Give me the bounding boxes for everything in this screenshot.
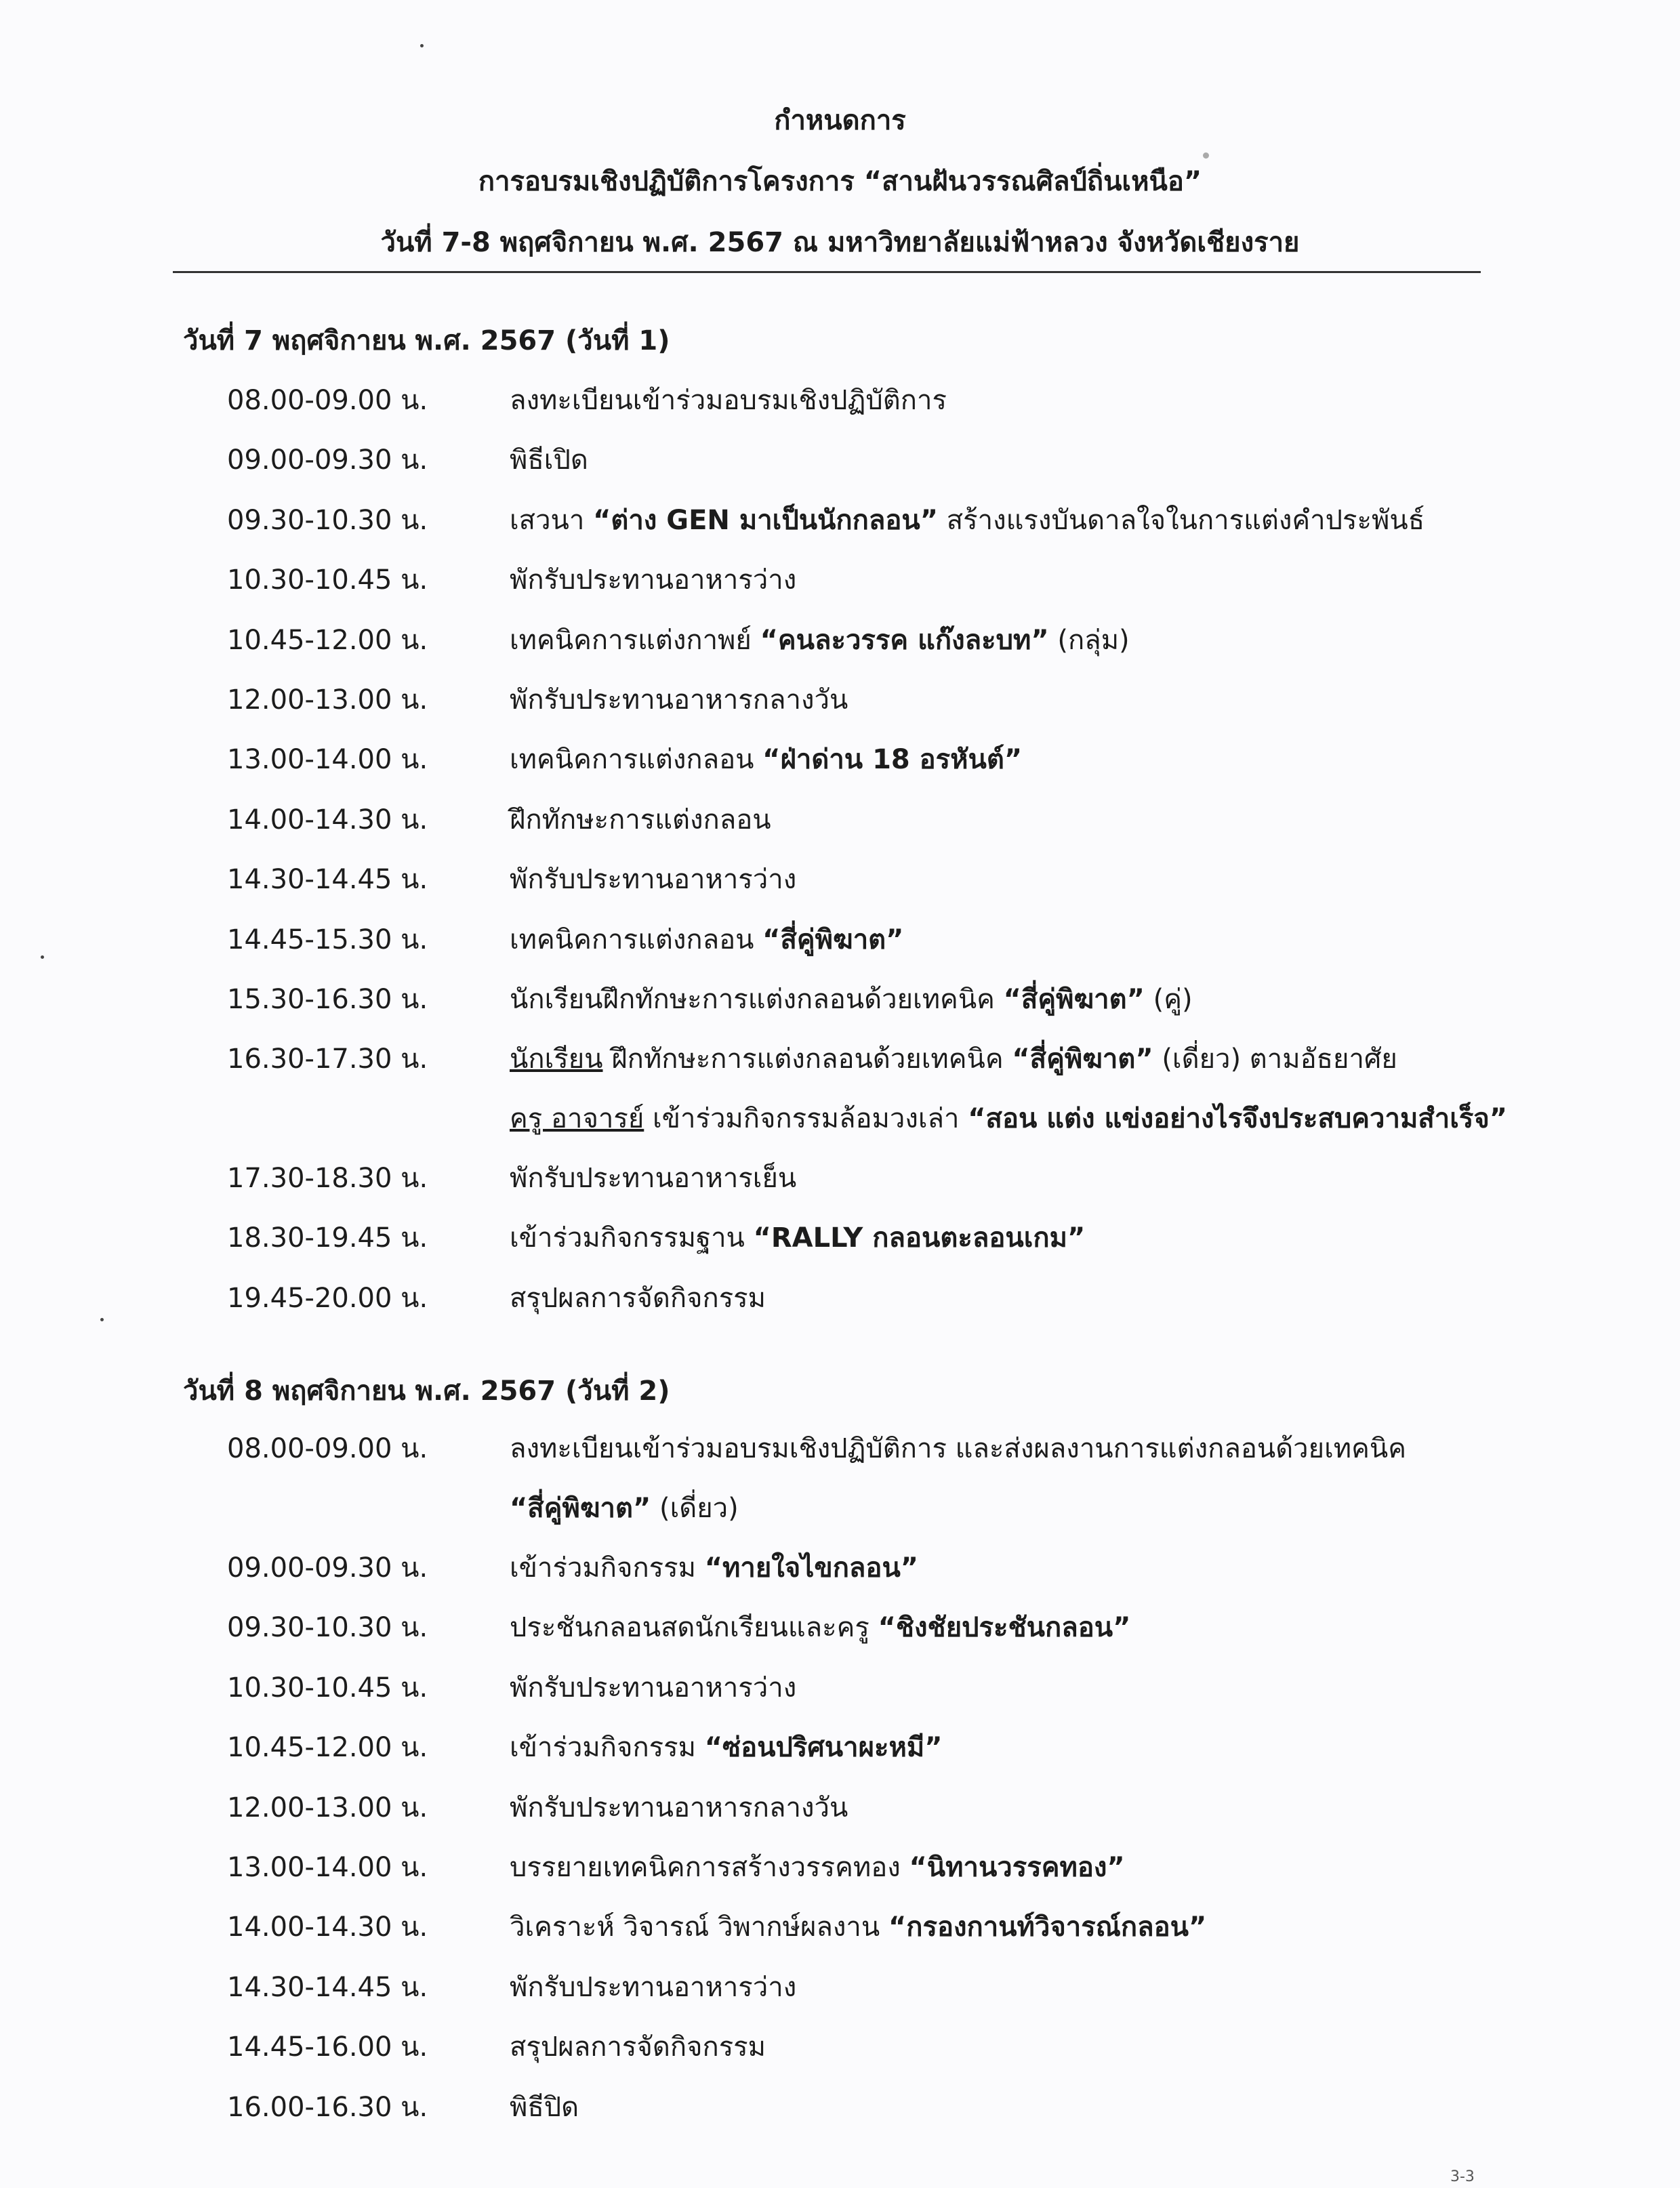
row-time: 12.00-13.00 น. bbox=[227, 684, 428, 716]
doc-date-venue: วันที่ 7-8 พฤศจิกายน พ.ศ. 2567 ณ มหาวิทยาลัยแม่ฟ้าหลวง จังหวัดเชียงราย bbox=[380, 227, 1300, 258]
activity-bold: “ฝ่าด่าน 18 อรหันต์” bbox=[762, 744, 1023, 776]
scan-speck bbox=[1203, 152, 1209, 159]
row-time: 08.00-09.00 น. bbox=[227, 385, 428, 416]
schedule-row bbox=[0, 1845, 1680, 1905]
schedule-row bbox=[0, 618, 1680, 678]
row-activity bbox=[510, 2025, 766, 2068]
row-time: 13.00-14.00 น. bbox=[227, 744, 428, 776]
activity-text: เสวนา bbox=[510, 504, 594, 536]
activity-text: วิเคราะห์ วิจารณ์ วิพากษ์ผลงาน bbox=[510, 1912, 888, 1943]
row-activity bbox=[510, 1216, 1085, 1259]
activity-text: พักรับประทานอาหารว่าง bbox=[510, 1971, 797, 2003]
activity-text: เทคนิคการแต่งกลอน bbox=[510, 924, 763, 955]
schedule-row bbox=[0, 917, 1680, 977]
row-activity bbox=[510, 678, 848, 721]
day2-title: วันที่ 8 พฤศจิกายน พ.ศ. 2567 (วันที่ 2) bbox=[183, 1376, 670, 1407]
header-divider bbox=[173, 271, 1481, 273]
schedule-row-continuation bbox=[0, 1096, 1680, 1156]
row-activity bbox=[510, 1666, 796, 1709]
row-time: 14.30-14.45 น. bbox=[227, 1971, 428, 2003]
activity-text: เข้าร่วมกิจกรรมล้อมวงเล่า bbox=[644, 1103, 968, 1134]
schedule-row bbox=[0, 857, 1680, 917]
activity-text: นักเรียนฝึกทักษะการแต่งกลอนด้วยเทคนิค bbox=[510, 984, 1004, 1015]
row-activity bbox=[510, 1845, 1125, 1888]
activity-text: ฝึกทักษะการแต่งกลอน bbox=[510, 804, 771, 835]
row-time: 16.30-17.30 น. bbox=[227, 1044, 428, 1075]
activity-bold: “สี่คู่พิฆาต” bbox=[510, 1493, 651, 1524]
activity-text: พักรับประทานอาหารว่าง bbox=[510, 1672, 797, 1704]
schedule-row bbox=[0, 498, 1680, 558]
row-activity bbox=[510, 977, 1193, 1020]
activity-text: บรรยายเทคนิคการสร้างวรรคทอง bbox=[510, 1852, 909, 1883]
underlined-label: นักเรียน bbox=[510, 1044, 603, 1075]
schedule-row bbox=[0, 1605, 1680, 1665]
activity-text: (เดี่ยว) bbox=[651, 1493, 739, 1524]
row-activity bbox=[510, 1546, 918, 1589]
row-time: 10.30-10.45 น. bbox=[227, 564, 428, 596]
schedule-row bbox=[0, 1725, 1680, 1785]
activity-text: ประชันกลอนสดนักเรียนและครู bbox=[510, 1612, 878, 1644]
scan-speck bbox=[41, 955, 44, 959]
schedule-row bbox=[0, 2025, 1680, 2084]
row-time: 12.00-13.00 น. bbox=[227, 1792, 428, 1823]
row-time: 10.45-12.00 น. bbox=[227, 1732, 428, 1764]
schedule-row bbox=[0, 1037, 1680, 1096]
row-activity bbox=[510, 1096, 1507, 1140]
schedule-row bbox=[0, 798, 1680, 857]
row-activity bbox=[510, 1786, 848, 1829]
activity-text: พักรับประทานอาหารว่าง bbox=[510, 564, 797, 596]
row-time: 13.00-14.00 น. bbox=[227, 1852, 428, 1883]
row-time: 14.00-14.30 น. bbox=[227, 1912, 428, 1943]
row-activity bbox=[510, 737, 1022, 781]
scan-speck bbox=[420, 44, 424, 47]
row-activity: ลงทะเบียนเข้าร่วมอบรมเชิงปฏิบัติการ และส่งผลงานการแต่งกลอนด้วยเทคนิค bbox=[510, 1433, 1406, 1464]
activity-text: สรุปผลการจัดกิจกรรม bbox=[510, 2031, 766, 2063]
row-activity bbox=[510, 2085, 579, 2128]
activity-text: พักรับประทานอาหารกลางวัน bbox=[510, 684, 848, 716]
activity-bold: “นิทานวรรคทอง” bbox=[909, 1852, 1125, 1883]
activity-text: พักรับประทานอาหารกลางวัน bbox=[510, 1792, 848, 1823]
doc-subtitle: การอบรมเชิงปฏิบัติการโครงการ “สานฝันวรรณศิลป์ถิ่นเหนือ” bbox=[478, 166, 1202, 197]
schedule-row bbox=[0, 1276, 1680, 1336]
row-activity bbox=[510, 1605, 1130, 1649]
row-activity bbox=[510, 1486, 739, 1529]
activity-bold: “สี่คู่พิฆาต” bbox=[1012, 1044, 1153, 1075]
activity-bold: “ทายใจไขกลอน” bbox=[704, 1552, 919, 1584]
activity-text: (กลุ่ม) bbox=[1048, 624, 1130, 656]
row-activity bbox=[510, 1965, 796, 2008]
activity-bold: “ซ่อนปริศนาผะหมี” bbox=[704, 1732, 943, 1764]
row-activity bbox=[510, 1905, 1206, 1948]
row-time: 17.30-18.30 น. bbox=[227, 1163, 428, 1194]
row-activity bbox=[510, 1037, 1397, 1080]
activity-text: เทคนิคการแต่งกลอน bbox=[510, 744, 763, 776]
activity-bold: “ต่าง GEN มาเป็นนักกลอน” bbox=[593, 504, 939, 536]
row-activity bbox=[510, 438, 588, 481]
activity-text: สร้างแรงบันดาลใจในการแต่งคำประพันธ์ bbox=[938, 504, 1425, 536]
activity-bold: “ชิงชัยประชันกลอน” bbox=[878, 1612, 1131, 1644]
schedule-row bbox=[0, 1786, 1680, 1845]
activity-text: (คู่) bbox=[1144, 984, 1193, 1015]
row-activity bbox=[510, 378, 947, 421]
activity-bold: “คนละวรรค แก๊งละบท” bbox=[760, 624, 1049, 656]
activity-text: เทคนิคการแต่งกาพย์ bbox=[510, 624, 760, 656]
activity-bold: “RALLY กลอนตะลอนเกม” bbox=[753, 1222, 1086, 1254]
row-activity bbox=[510, 498, 1425, 541]
row-time: 14.30-14.45 น. bbox=[227, 864, 428, 896]
row-time: 09.30-10.30 น. bbox=[227, 1612, 428, 1644]
activity-bold: “สี่คู่พิฆาต” bbox=[1003, 984, 1145, 1015]
row-activity bbox=[510, 798, 771, 841]
row-time: 09.30-10.30 น. bbox=[227, 504, 428, 536]
row-activity bbox=[510, 1725, 943, 1769]
row-time: 18.30-19.45 น. bbox=[227, 1222, 428, 1254]
activity-text: เข้าร่วมกิจกรรม bbox=[510, 1552, 705, 1584]
schedule-row bbox=[0, 737, 1680, 797]
row-time: 15.30-16.30 น. bbox=[227, 984, 428, 1015]
schedule-row bbox=[0, 2085, 1680, 2145]
activity-text: พิธีปิด bbox=[510, 2091, 579, 2123]
row-time: 19.45-20.00 น. bbox=[227, 1282, 428, 1314]
day1-title: วันที่ 7 พฤศจิกายน พ.ศ. 2567 (วันที่ 1) bbox=[183, 325, 670, 356]
activity-text: พักรับประทานอาหารเย็น bbox=[510, 1163, 797, 1194]
row-time: 10.45-12.00 น. bbox=[227, 624, 428, 656]
row-time: 14.45-16.00 น. bbox=[227, 2031, 428, 2063]
schedule-row bbox=[0, 378, 1680, 438]
row-time: 09.00-09.30 น. bbox=[227, 445, 428, 476]
row-time: 10.30-10.45 น. bbox=[227, 1672, 428, 1704]
schedule-row bbox=[0, 1426, 1680, 1486]
schedule-row bbox=[0, 1905, 1680, 1964]
schedule-row-continuation bbox=[0, 1486, 1680, 1546]
activity-text: พิธีเปิด bbox=[510, 445, 588, 476]
row-activity bbox=[510, 1276, 766, 1319]
schedule-row bbox=[0, 1546, 1680, 1605]
row-time: 16.00-16.30 น. bbox=[227, 2091, 428, 2123]
row-time: 09.00-09.30 น. bbox=[227, 1552, 428, 1584]
row-activity bbox=[510, 857, 796, 901]
schedule-row bbox=[0, 1156, 1680, 1216]
schedule-row bbox=[0, 438, 1680, 497]
schedule-row bbox=[0, 1965, 1680, 2025]
activity-bold: “สี่คู่พิฆาต” bbox=[762, 924, 904, 955]
activity-text: ฝึกทักษะการแต่งกลอนด้วยเทคนิค bbox=[602, 1044, 1012, 1075]
row-activity bbox=[510, 1156, 796, 1199]
row-time: 14.45-15.30 น. bbox=[227, 924, 428, 955]
activity-text: สรุปผลการจัดกิจกรรม bbox=[510, 1282, 766, 1314]
schedule-row bbox=[0, 558, 1680, 617]
activity-text: เข้าร่วมกิจกรรม bbox=[510, 1732, 705, 1764]
scan-speck bbox=[100, 1318, 104, 1321]
activity-bold: “กรองกานท์วิจารณ์กลอน” bbox=[888, 1912, 1207, 1943]
schedule-row bbox=[0, 1666, 1680, 1725]
activity-text: เข้าร่วมกิจกรรมฐาน bbox=[510, 1222, 754, 1254]
schedule-row bbox=[0, 1216, 1680, 1275]
page-number: 3-3 bbox=[1450, 2168, 1475, 2185]
row-time: 08.00-09.00 น. bbox=[227, 1433, 428, 1464]
row-activity bbox=[510, 618, 1130, 661]
underlined-label: ครู อาจารย์ bbox=[510, 1103, 644, 1134]
activity-text: (เดี่ยว) ตามอัธยาศัย bbox=[1153, 1044, 1397, 1075]
row-activity bbox=[510, 558, 796, 601]
activity-text: ลงทะเบียนเข้าร่วมอบรมเชิงปฏิบัติการ bbox=[510, 385, 947, 416]
activity-bold: “สอน แต่ง แข่งอย่างไรจึงประสบความสำเร็จ” bbox=[968, 1103, 1508, 1134]
row-activity bbox=[510, 917, 903, 961]
schedule-row bbox=[0, 977, 1680, 1037]
row-time: 14.00-14.30 น. bbox=[227, 804, 428, 835]
doc-title: กำหนดการ bbox=[774, 105, 906, 136]
schedule-row bbox=[0, 678, 1680, 737]
activity-text: พักรับประทานอาหารว่าง bbox=[510, 864, 797, 896]
